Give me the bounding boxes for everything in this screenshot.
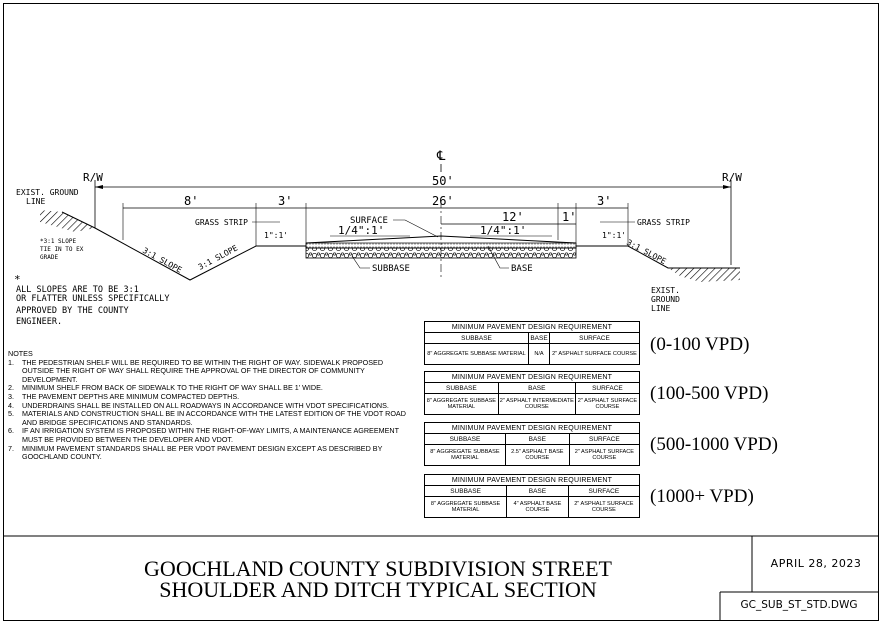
table-header: BASE (507, 486, 569, 497)
table-header: SUBBASE (425, 383, 499, 394)
slope-quarter-right: 1/4":1' (480, 224, 527, 237)
table-cell: N/A (529, 344, 550, 365)
note-text: THE PEDESTRIAN SHELF WILL BE REQUIRED TO BE WITHIN THE RIGHT OF WAY. SIDEWALK PROPOSED OUTSIDE THE RIGHT OF WAY SHALL REQUIRE THE APPROVAL OF THE DIRECTOR OF COMMUNITY DEVELOPMENT. (22, 357, 384, 384)
slope-3-1-a: 3:1 SLOPE (141, 245, 184, 275)
note-number: 4. (8, 400, 14, 410)
pavement-subbase (306, 248, 576, 258)
table-cell: 2" ASPHALT SURFACE COURSE (575, 394, 639, 415)
pavement-table-100-500 (424, 371, 640, 415)
table-cell: 8" AGGREGATE SUBBASE MATERIAL (425, 394, 499, 415)
base-label: BASE (511, 264, 533, 274)
exist-ground-left-1: EXIST. GROUND (16, 188, 79, 197)
table-cell: 2" ASPHALT SURFACE COURSE (549, 344, 639, 365)
table-title: MINIMUM PAVEMENT DESIGN REQUIREMENT (425, 322, 640, 333)
note-number: 5. (8, 409, 14, 419)
note-number: 2. (8, 383, 14, 393)
dim-12: 12' (502, 210, 524, 224)
dim-3-right: 3' (597, 194, 612, 208)
table-header: BASE (505, 434, 569, 445)
surface-label: SURFACE (350, 216, 388, 226)
slope-note-3: APPROVED BY THE COUNTY (16, 306, 129, 316)
exist-ground-right-1: EXIST. (651, 286, 680, 295)
row-arrow-left (95, 185, 103, 189)
exist-ground-right-2: GROUND (651, 295, 680, 304)
note-text: UNDERDRAINS SHALL BE INSTALLED ON ALL ROADWAYS IN ACCORDANCE WITH VDOT SPECIFICATIONS. (22, 400, 389, 410)
vpd-label: (100-500 VPD) (650, 383, 769, 404)
earth-hatch-left (40, 210, 95, 232)
notes-heading: NOTES (8, 349, 33, 358)
row-label-right: R/W (722, 171, 742, 184)
general-notes (8, 350, 408, 462)
note-item (8, 427, 408, 444)
sheet-filename: GC_SUB_ST_STD.DWG (740, 599, 858, 611)
table-header: SUBBASE (425, 434, 506, 445)
table-cell: 2" ASPHALT SURFACE COURSE (569, 445, 639, 466)
table-cell: 2" ASPHALT INTERMEDIATE COURSE (498, 394, 575, 415)
note-text: MATERIALS AND CONSTRUCTION SHALL BE IN ACCORDANCE WITH THE LATEST EDITION OF THE VDOT ROAD AND BRIDGE SPECIFICATIONS AND STANDARDS. (22, 409, 406, 427)
table-title: MINIMUM PAVEMENT DESIGN REQUIREMENT (425, 372, 640, 383)
table-header: SURFACE (568, 486, 639, 497)
grass-strip-left: GRASS STRIP (195, 218, 248, 227)
vpd-label: (500-1000 VPD) (650, 434, 778, 455)
note-number: 3. (8, 391, 14, 401)
slope-quarter-left: 1/4":1' (338, 224, 385, 237)
sheet-title-line-1: GOOCHLAND COUNTY SUBDIVISION STREET (144, 556, 612, 581)
pavement-table-1000-plus (424, 474, 640, 518)
subbase-label: SUBBASE (372, 264, 410, 274)
grass-strip-right: GRASS STRIP (637, 218, 690, 227)
note-item (8, 359, 408, 385)
slope-note-1: ALL SLOPES ARE TO BE 3:1 (16, 285, 139, 295)
table-header: BASE (530, 334, 548, 342)
table-cell: 2" ASPHALT SURFACE COURSE (568, 497, 639, 518)
pavement-table-0-100 (424, 321, 640, 365)
surface-leader (393, 220, 438, 237)
table-header: SUBBASE (425, 486, 507, 497)
sheet-border (4, 4, 879, 621)
note-number: 6. (8, 426, 14, 436)
tie-in-note-3: GRADE (40, 254, 59, 261)
note-text: MINIMUM PAVEMENT STANDARDS SHALL BE PER VDOT PAVEMENT DESIGN EXCEPT AS DESCRIBED BY GOOCHLAND COUNTY. (22, 443, 383, 462)
centerline-symbol: ℄ (437, 149, 446, 164)
note-number: 7. (8, 443, 14, 453)
slope-1-1-left: 1":1' (264, 231, 289, 240)
note-item (8, 445, 408, 462)
table-header: BASE (498, 383, 575, 394)
note-item (8, 410, 408, 427)
table-header: SURFACE (549, 333, 639, 344)
dim-26: 26' (432, 194, 454, 208)
note-text: THE PAVEMENT DEPTHS ARE MINIMUM COMPACTED DEPTHS. (22, 391, 240, 401)
table-title: MINIMUM PAVEMENT DESIGN REQUIREMENT (425, 475, 640, 486)
row-arrow-right (723, 185, 731, 189)
exist-ground-left-2: LINE (26, 197, 46, 206)
table-cell: 8" AGGREGATE SUBBASE MATERIAL (425, 344, 529, 365)
table-header: SURFACE (575, 383, 639, 394)
vpd-label: (1000+ VPD) (650, 486, 754, 507)
slope-note-asterisk: * (14, 273, 21, 286)
sheet-title-line-2: SHOULDER AND DITCH TYPICAL SECTION (159, 577, 597, 602)
slope-3-1-c: 3:1 SLOPE (625, 237, 668, 267)
vpd-label: (0-100 VPD) (650, 334, 750, 355)
table-header: SURFACE (569, 434, 639, 445)
sheet-date: APRIL 28, 2023 (770, 557, 862, 570)
note-text: MINIMUM SHELF FROM BACK OF SIDEWALK TO THE RIGHT OF WAY SHALL BE 1' WIDE. (22, 383, 323, 393)
table-cell: 4" ASPHALT BASE COURSE (507, 497, 569, 518)
note-number: 1. (8, 357, 14, 367)
table-cell: 8" AGGREGATE SUBBASE MATERIAL (425, 497, 507, 518)
dim-3-left: 3' (278, 194, 293, 208)
slope-3-1-b: 3:1 SLOPE (196, 243, 240, 272)
slope-note-4: ENGINEER. (16, 317, 63, 327)
table-header: SUBBASE (425, 333, 529, 344)
dim-8: 8' (184, 194, 199, 208)
pavement-table-500-1000 (424, 422, 640, 466)
note-text: IF AN IRRIGATION SYSTEM IS PROPOSED WITHIN THE RIGHT-OF-WAY LIMITS, A MAINTENANCE AGREEMENT MUST BE PROVIDED BETWEEN THE DEVELOPER AND VDOT. (22, 426, 399, 444)
table-title: MINIMUM PAVEMENT DESIGN REQUIREMENT (425, 423, 640, 434)
table-cell: 8" AGGREGATE SUBBASE MATERIAL (425, 445, 506, 466)
table-cell: 2.5" ASPHALT BASE COURSE (505, 445, 569, 466)
slope-note-2: OR FLATTER UNLESS SPECIFICALLY (16, 294, 170, 304)
tie-in-note-1: *3:1 SLOPE (40, 238, 77, 245)
tie-in-note-2: TIE IN TO EX (40, 246, 84, 253)
exist-ground-right-3: LINE (651, 304, 671, 313)
row-label-left: R/W (83, 171, 103, 184)
pavement-base (306, 243, 576, 248)
slope-1-1-right: 1":1' (602, 231, 627, 240)
row-width-label: 50' (432, 174, 454, 188)
dim-1: 1' (562, 210, 577, 224)
earth-hatch-right (668, 268, 740, 282)
